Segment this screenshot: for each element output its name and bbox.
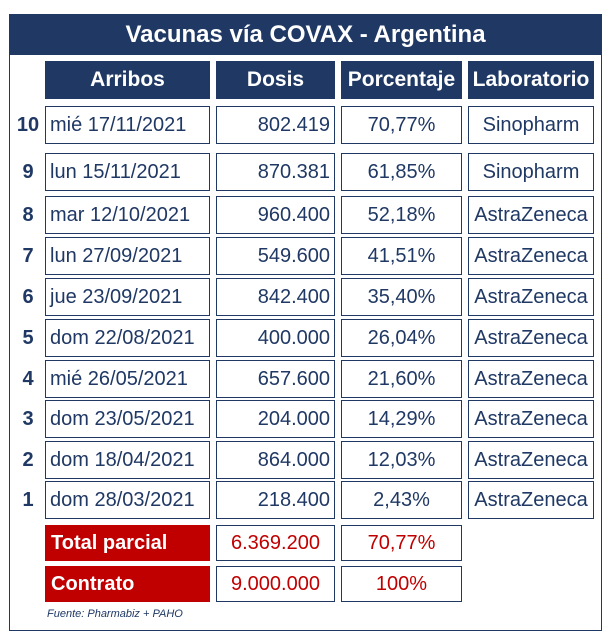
row-number: 6: [22, 285, 34, 308]
percentage: 52,18%: [341, 196, 462, 234]
header-dosis: Dosis: [216, 61, 335, 99]
laboratory: AstraZeneca: [468, 481, 594, 519]
dose-count: 400.000: [216, 319, 335, 357]
dose-count: 842.400: [216, 278, 335, 316]
total-doses: 6.369.200: [216, 525, 335, 561]
laboratory: AstraZeneca: [468, 360, 594, 398]
table-row: [0, 319, 609, 357]
row-number: 3: [22, 407, 34, 430]
table-row: [0, 400, 609, 438]
arrival-date: dom 22/08/2021: [45, 319, 210, 357]
dose-count: 870.381: [216, 153, 335, 191]
arrival-date: mar 12/10/2021: [45, 196, 210, 234]
table-row: [0, 196, 609, 234]
table-row: [0, 441, 609, 479]
table-row: [0, 153, 609, 191]
header-laboratorio: Laboratorio: [468, 61, 594, 99]
laboratory: AstraZeneca: [468, 441, 594, 479]
laboratory: AstraZeneca: [468, 319, 594, 357]
contract-doses: 9.000.000: [216, 566, 335, 602]
table-title: Vacunas vía COVAX - Argentina: [10, 15, 601, 55]
laboratory: Sinopharm: [468, 153, 594, 191]
laboratory: Sinopharm: [468, 106, 594, 144]
dose-count: 864.000: [216, 441, 335, 479]
row-number: 10: [16, 113, 40, 136]
contract-percentage: 100%: [341, 566, 462, 602]
arrival-date: lun 15/11/2021: [45, 153, 210, 191]
arrival-date: dom 18/04/2021: [45, 441, 210, 479]
dose-count: 549.600: [216, 237, 335, 275]
percentage: 2,43%: [341, 481, 462, 519]
table-row: [0, 237, 609, 275]
percentage: 21,60%: [341, 360, 462, 398]
table-row: [0, 278, 609, 316]
row-number: 2: [22, 448, 34, 471]
percentage: 12,03%: [341, 441, 462, 479]
percentage: 41,51%: [341, 237, 462, 275]
arrival-date: dom 23/05/2021: [45, 400, 210, 438]
laboratory: AstraZeneca: [468, 196, 594, 234]
total-label: Total parcial: [45, 525, 210, 561]
laboratory: AstraZeneca: [468, 400, 594, 438]
arrival-date: lun 27/09/2021: [45, 237, 210, 275]
table-row: [0, 481, 609, 519]
header-porcentaje: Porcentaje: [341, 61, 462, 99]
laboratory: AstraZeneca: [468, 278, 594, 316]
dose-count: 802.419: [216, 106, 335, 144]
header-arribos: Arribos: [45, 61, 210, 99]
laboratory: AstraZeneca: [468, 237, 594, 275]
arrival-date: jue 23/09/2021: [45, 278, 210, 316]
dose-count: 218.400: [216, 481, 335, 519]
contract-label: Contrato: [45, 566, 210, 602]
percentage: 35,40%: [341, 278, 462, 316]
arrival-date: mié 17/11/2021: [45, 106, 210, 144]
dose-count: 204.000: [216, 400, 335, 438]
row-number: 5: [22, 326, 34, 349]
percentage: 14,29%: [341, 400, 462, 438]
percentage: 26,04%: [341, 319, 462, 357]
total-percentage: 70,77%: [341, 525, 462, 561]
arrival-date: dom 28/03/2021: [45, 481, 210, 519]
row-number: 7: [22, 244, 34, 267]
dose-count: 657.600: [216, 360, 335, 398]
row-number: 9: [22, 160, 34, 183]
dose-count: 960.400: [216, 196, 335, 234]
source-note: Fuente: Pharmabiz + PAHO: [47, 608, 183, 620]
percentage: 61,85%: [341, 153, 462, 191]
table-row: [0, 360, 609, 398]
row-number: 1: [22, 488, 34, 511]
table-row: [0, 106, 609, 144]
percentage: 70,77%: [341, 106, 462, 144]
row-number: 8: [22, 203, 34, 226]
arrival-date: mié 26/05/2021: [45, 360, 210, 398]
row-number: 4: [22, 367, 34, 390]
